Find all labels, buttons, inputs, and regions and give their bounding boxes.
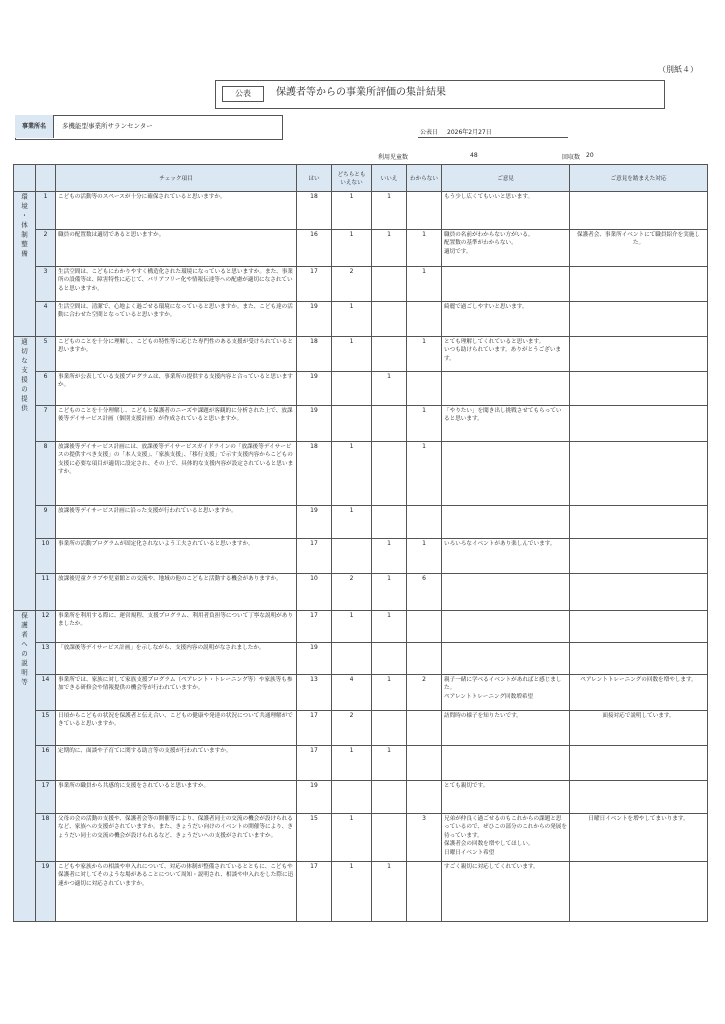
item-number: 6 bbox=[36, 372, 56, 406]
opinion-cell: とても理解してくれていると思います。 いつも助けられています。ありがとうございます。 bbox=[442, 337, 570, 372]
item-number: 16 bbox=[36, 746, 56, 781]
count-no: 1 bbox=[372, 230, 407, 267]
count-no bbox=[372, 643, 407, 675]
count-no bbox=[372, 406, 407, 442]
count-no: 1 bbox=[372, 372, 407, 406]
response-cell: 日曜日イベントを増やしてまいります。 bbox=[570, 814, 708, 862]
office-label: 事業所名 bbox=[15, 115, 54, 138]
check-item: こどもや家族からの相談や申入れについて、対応の体制が整備されているとともに、こどもや保護者に対してそのような場があることについて周知・説明され、相談や申入れをした際に迅速かつ適切に対応されていますか。 bbox=[56, 862, 297, 922]
item-number: 14 bbox=[36, 675, 56, 711]
responses-count: 20 bbox=[586, 152, 594, 159]
count-yes: 18 bbox=[297, 337, 332, 372]
count-neutral: 1 bbox=[332, 506, 372, 539]
response-cell bbox=[570, 406, 708, 442]
header-no: いいえ bbox=[372, 165, 407, 192]
pub-date: 2026年2月27日 bbox=[447, 129, 492, 136]
section-label-text: 環境・体制整備 bbox=[20, 193, 28, 260]
count-no bbox=[372, 814, 407, 862]
item-number: 18 bbox=[36, 814, 56, 862]
opinion-cell: 綺麗で過ごしやすいと思います。 bbox=[442, 302, 570, 337]
header-blank-section bbox=[14, 165, 36, 192]
count-unknown bbox=[407, 302, 442, 337]
count-yes: 19 bbox=[297, 406, 332, 442]
opinion-cell: 職員の名前がわからない方がいる。 配置数の基準がわからない。 適切です。 bbox=[442, 230, 570, 267]
count-yes: 10 bbox=[297, 574, 332, 611]
table-row bbox=[14, 406, 708, 442]
item-number: 3 bbox=[36, 267, 56, 302]
response-cell bbox=[570, 574, 708, 611]
table-row bbox=[14, 574, 708, 611]
check-item: 事業所では、家族に対して家族支援プログラム（ペアレント・トレーニング等）や家族等も参加できる研修会や情報提供の機会等が行われていますか。 bbox=[56, 675, 297, 711]
count-neutral: 1 bbox=[332, 230, 372, 267]
item-number: 2 bbox=[36, 230, 56, 267]
opinion-cell: もう少し広くてもいいと思います。 bbox=[442, 192, 570, 230]
response-cell: 面接対応で説明しています。 bbox=[570, 711, 708, 746]
page-title: 保護者等からの事業所評価の集計結果 bbox=[276, 87, 446, 98]
count-yes: 19 bbox=[297, 643, 332, 675]
table-row bbox=[14, 611, 708, 643]
table-row bbox=[14, 267, 708, 302]
count-neutral: 1 bbox=[332, 192, 372, 230]
count-neutral bbox=[332, 781, 372, 814]
count-neutral: 2 bbox=[332, 711, 372, 746]
check-item: こどものことを十分に理解し、こどもの特性等に応じた専門性のある支援が受けられていると思いますか。 bbox=[56, 337, 297, 372]
header-item: チェック項目 bbox=[56, 165, 297, 192]
count-no: 1 bbox=[372, 746, 407, 781]
count-neutral bbox=[332, 643, 372, 675]
count-neutral: 2 bbox=[332, 267, 372, 302]
opinion-cell bbox=[442, 267, 570, 302]
count-yes: 13 bbox=[297, 675, 332, 711]
opinion-cell bbox=[442, 372, 570, 406]
check-item: 事業所の職員から共感的に支援をされていると思いますか。 bbox=[56, 781, 297, 814]
table-row bbox=[14, 372, 708, 406]
opinion-cell: 「やりたい」を聞き出し挑戦させてもらっていると思います。 bbox=[442, 406, 570, 442]
item-number: 4 bbox=[36, 302, 56, 337]
count-no bbox=[372, 442, 407, 506]
users-label: 利用児童数 bbox=[378, 154, 409, 161]
header-unknown: わからない bbox=[407, 165, 442, 192]
item-number: 9 bbox=[36, 506, 56, 539]
check-item: 生活空間は、こどもにわかりやすく構造化された環境になっていると思いますか。また、事業所の設備等は、障害特性に応じて、バリアフリー化や情報伝達等への配慮が適切になされていると思いますか。 bbox=[56, 267, 297, 302]
count-yes: 18 bbox=[297, 442, 332, 506]
opinion-cell bbox=[442, 506, 570, 539]
check-item: 事業所を利用する際に、運営規程、支援プログラム、利用者負担等について丁寧な説明がありましたか。 bbox=[56, 611, 297, 643]
response-cell: 保護者会、事業所イベントにて職員紹介を実施した。 bbox=[570, 230, 708, 267]
opinion-cell bbox=[442, 574, 570, 611]
opinion-cell bbox=[442, 643, 570, 675]
response-cell bbox=[570, 267, 708, 302]
section-label bbox=[14, 337, 36, 611]
check-item: 「放課後等デイサービス計画」を示しながら、支援内容の説明がなされましたか。 bbox=[56, 643, 297, 675]
opinion-cell: 訪問時の様子を知りたいです。 bbox=[442, 711, 570, 746]
opinion-cell: すごく親切に対応してくれています。 bbox=[442, 862, 570, 922]
table-row bbox=[14, 746, 708, 781]
opinion-cell: 親子一緒に学べるイベントがあればと感じました。 ペアレントトレーニング回数増希望 bbox=[442, 675, 570, 711]
count-no: 1 bbox=[372, 539, 407, 574]
count-yes: 18 bbox=[297, 192, 332, 230]
response-cell bbox=[570, 539, 708, 574]
item-number: 1 bbox=[36, 192, 56, 230]
count-unknown bbox=[407, 781, 442, 814]
count-unknown: 1 bbox=[407, 442, 442, 506]
response-cell: ペアレントトレーニングの回数を増やします。 bbox=[570, 675, 708, 711]
check-item: こどもの活動等のスペースが十分に確保されていると思いますか。 bbox=[56, 192, 297, 230]
response-cell bbox=[570, 337, 708, 372]
table-row bbox=[14, 337, 708, 372]
header-response: ご意見を踏まえた対応 bbox=[570, 165, 708, 192]
count-neutral: 1 bbox=[332, 611, 372, 643]
table-row bbox=[14, 506, 708, 539]
response-cell bbox=[570, 643, 708, 675]
count-no bbox=[372, 267, 407, 302]
count-neutral: 1 bbox=[332, 442, 372, 506]
table-row bbox=[14, 302, 708, 337]
table-row bbox=[14, 442, 708, 506]
response-cell bbox=[570, 302, 708, 337]
section-label bbox=[14, 192, 36, 337]
check-item: 放課後等デイサービス計画には、放課後等デイサービスガイドラインの「放課後等デイサービスの提供すべき支援」の「本人支援」、「家族支援」、「移行支援」で示す支援内容からこどもの支援に必要な項目が適切に設定され、その上で、具体的な支援内容が設定されていると思いますか。 bbox=[56, 442, 297, 506]
count-unknown bbox=[407, 192, 442, 230]
count-yes: 17 bbox=[297, 862, 332, 922]
count-yes: 17 bbox=[297, 539, 332, 574]
item-number: 5 bbox=[36, 337, 56, 372]
count-unknown bbox=[407, 611, 442, 643]
count-no bbox=[372, 337, 407, 372]
check-item: 放課後等デイサービス計画に沿った支援が行われていると思いますか。 bbox=[56, 506, 297, 539]
response-cell bbox=[570, 862, 708, 922]
count-unknown bbox=[407, 643, 442, 675]
opinion-cell bbox=[442, 442, 570, 506]
count-no bbox=[372, 302, 407, 337]
header-blank-num bbox=[36, 165, 56, 192]
opinion-cell: 兄弟が仲良く過ごせるのもこれからの課題と思っているので、ぜひこの部分のこれからの発展を待っています。 保護者会の回数を増やしてほしい。 日曜日イベント希望 bbox=[442, 814, 570, 862]
table-row bbox=[14, 862, 708, 922]
item-number: 11 bbox=[36, 574, 56, 611]
opinion-cell: いろいろなイベントがあり楽しんでいます。 bbox=[442, 539, 570, 574]
count-yes: 19 bbox=[297, 506, 332, 539]
count-unknown: 3 bbox=[407, 814, 442, 862]
count-neutral: 1 bbox=[332, 302, 372, 337]
check-item: 放課後児童クラブや児童館との交流や、地域の他のこどもと活動する機会がありますか。 bbox=[56, 574, 297, 611]
count-yes: 19 bbox=[297, 781, 332, 814]
count-yes: 17 bbox=[297, 611, 332, 643]
check-item: 日頃からこどもの状況を保護者と伝え合い、こどもの健康や発達の状況について共通理解ができていると思いますか。 bbox=[56, 711, 297, 746]
annex-label: （別紙４） bbox=[658, 65, 698, 74]
table-row bbox=[14, 192, 708, 230]
count-unknown bbox=[407, 372, 442, 406]
table-header-row bbox=[14, 165, 708, 192]
item-number: 17 bbox=[36, 781, 56, 814]
count-no: 1 bbox=[372, 862, 407, 922]
date-underline bbox=[418, 137, 568, 138]
check-item: 父母の会の活動の支援や、保護者会等の開催等により、保護者同士の交流の機会が設けられるなど、家族への支援がされていますか。また、きょうだい向けのイベントの開催等により、きょうだい同士の交流の機会が設けられるなど、きょうだいへの支援がされていますか。 bbox=[56, 814, 297, 862]
table-row bbox=[14, 814, 708, 862]
count-yes: 15 bbox=[297, 814, 332, 862]
count-yes: 17 bbox=[297, 267, 332, 302]
count-yes: 16 bbox=[297, 230, 332, 267]
count-unknown: 1 bbox=[407, 539, 442, 574]
count-no: 1 bbox=[372, 675, 407, 711]
public-label: 公表 bbox=[222, 86, 264, 102]
count-no: 1 bbox=[372, 192, 407, 230]
count-unknown: 1 bbox=[407, 267, 442, 302]
response-cell bbox=[570, 192, 708, 230]
item-number: 19 bbox=[36, 862, 56, 922]
section-label-text: 適切な支援の提供 bbox=[20, 338, 28, 414]
count-neutral: 4 bbox=[332, 675, 372, 711]
count-unknown: 6 bbox=[407, 574, 442, 611]
table-row bbox=[14, 539, 708, 574]
table-row bbox=[14, 643, 708, 675]
response-cell bbox=[570, 442, 708, 506]
item-number: 8 bbox=[36, 442, 56, 506]
count-neutral bbox=[332, 539, 372, 574]
check-item: 職員の配置数は適切であると思いますか。 bbox=[56, 230, 297, 267]
users-count: 48 bbox=[470, 152, 478, 159]
table-row bbox=[14, 781, 708, 814]
responses-label: 回収数 bbox=[562, 154, 581, 161]
count-no bbox=[372, 711, 407, 746]
count-neutral: 1 bbox=[332, 337, 372, 372]
count-neutral bbox=[332, 406, 372, 442]
count-neutral bbox=[332, 372, 372, 406]
count-neutral: 2 bbox=[332, 574, 372, 611]
item-number: 7 bbox=[36, 406, 56, 442]
response-cell bbox=[570, 746, 708, 781]
opinion-cell bbox=[442, 611, 570, 643]
count-unknown bbox=[407, 506, 442, 539]
header-yes: はい bbox=[297, 165, 332, 192]
check-item: 生活空間は、清潔で、心地よく過ごせる環境になっていると思いますか。また、こども達の活動に合わせた空間となっていると思いますか。 bbox=[56, 302, 297, 337]
count-yes: 19 bbox=[297, 302, 332, 337]
pub-date-label: 公表日 bbox=[420, 129, 439, 136]
count-neutral: 1 bbox=[332, 862, 372, 922]
count-yes: 17 bbox=[297, 711, 332, 746]
header-opinion: ご意見 bbox=[442, 165, 570, 192]
evaluation-table bbox=[13, 164, 708, 922]
check-item: こどものことを十分理解し、こどもと保護者のニーズや課題が客観的に分析された上で、放課後等デイサービス計画（個別支援計画）が作成されていると思いますか。 bbox=[56, 406, 297, 442]
opinion-cell bbox=[442, 746, 570, 781]
section-label bbox=[14, 611, 36, 922]
response-cell bbox=[570, 611, 708, 643]
opinion-cell: とても親切です。 bbox=[442, 781, 570, 814]
table-row bbox=[14, 230, 708, 267]
table-row bbox=[14, 675, 708, 711]
table-row bbox=[14, 711, 708, 746]
count-no bbox=[372, 781, 407, 814]
response-cell bbox=[570, 781, 708, 814]
count-neutral: 1 bbox=[332, 814, 372, 862]
item-number: 12 bbox=[36, 611, 56, 643]
item-number: 13 bbox=[36, 643, 56, 675]
count-unknown: 1 bbox=[407, 337, 442, 372]
count-unknown bbox=[407, 862, 442, 922]
count-no: 1 bbox=[372, 574, 407, 611]
count-unknown: 1 bbox=[407, 230, 442, 267]
check-item: 事業所が公表している支援プログラムは、事業所の提供する支援内容と合っていると思いますか。 bbox=[56, 372, 297, 406]
check-item: 事業所の活動プログラムが固定化されないよう工夫されていると思いますか。 bbox=[56, 539, 297, 574]
count-unknown: 1 bbox=[407, 406, 442, 442]
response-cell bbox=[570, 506, 708, 539]
count-no bbox=[372, 506, 407, 539]
check-item: 定期的に、面談や子育てに関する助言等の支援が行われていますか。 bbox=[56, 746, 297, 781]
office-name: 多機能型事業所サランセンター bbox=[62, 122, 153, 130]
header-neutral: どちらとも いえない bbox=[332, 165, 372, 192]
response-cell bbox=[570, 372, 708, 406]
item-number: 10 bbox=[36, 539, 56, 574]
count-neutral: 1 bbox=[332, 746, 372, 781]
item-number: 15 bbox=[36, 711, 56, 746]
count-unknown: 2 bbox=[407, 675, 442, 711]
count-yes: 19 bbox=[297, 372, 332, 406]
count-unknown bbox=[407, 746, 442, 781]
section-label-text: 保護者への説明等 bbox=[20, 612, 28, 688]
count-yes: 17 bbox=[297, 746, 332, 781]
count-no: 1 bbox=[372, 611, 407, 643]
count-unknown bbox=[407, 711, 442, 746]
